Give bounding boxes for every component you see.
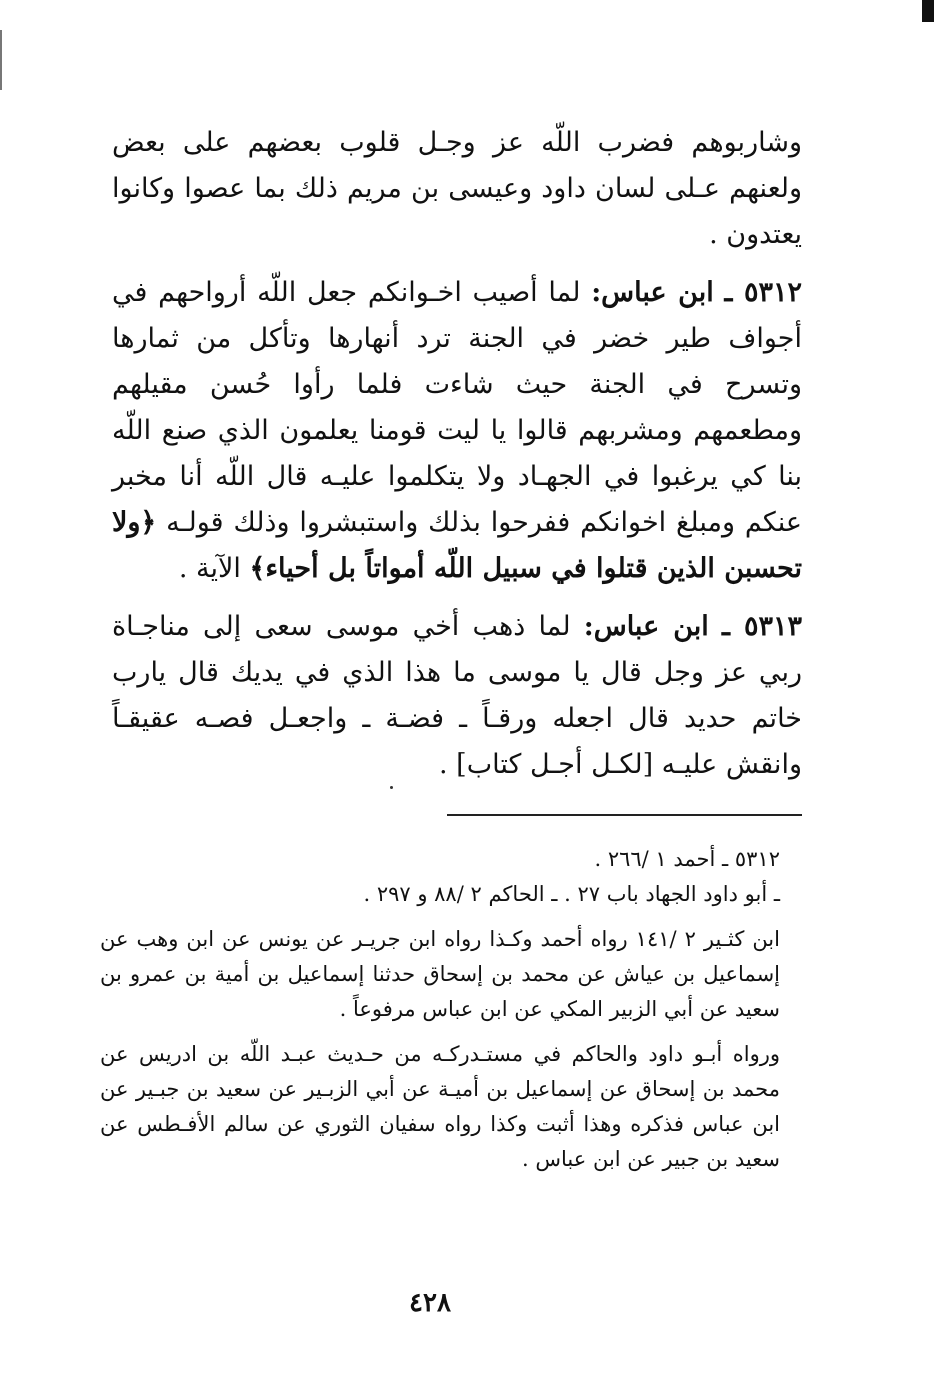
paragraph-text: وشاربوهم فضرب اللّه عز وجـل قلوب بعضهم على بعض ولعنهم عـلى لسان داود وعيسى بن مريم ذلك بما عصوا وكانوا يعتدون . <box>112 127 802 250</box>
hadith-5313 <box>112 604 802 788</box>
hadith-text: لما ذهب أخي موسى سعى إلى مناجـاة ربي عز وجل قال يا موسى ما هذا الذي في يديك قال يارب خاتم حديد قال اجعله ورقـاً ـ فضـة ـ واجعـل فصـه عقيقـاً وانقش عليـه [لكـل أجـل كتاب] . <box>112 611 802 780</box>
hadith-text-end: الآية . <box>178 553 241 584</box>
footnote-paragraph: ابن كثـير ٢ /١٤١ رواه أحمد وكـذا رواه ابن جريـر عن يونس عن ابن وهب عن إسماعيل بن عياش عن محمد بن إسحاق حدثنا إسماعيل بن أمية بن عمرو بن سعيد عن أبي الزبير المكي عن ابن عباس مرفوعاً . <box>100 927 780 1021</box>
hadith-number: ٥٣١٢ ـ <box>724 277 802 308</box>
quran-verse: ﴿ولا تحسبن الذين قتلوا في سبيل اللّه أمواتاً بل أحياء﴾ <box>112 507 802 584</box>
hadith-number: ٥٣١٣ ـ <box>722 611 802 642</box>
scan-edge-line <box>0 30 2 90</box>
main-text-block <box>112 120 802 800</box>
footnote-separator-rule <box>447 814 802 816</box>
paragraph-continuation <box>112 120 802 258</box>
footnote-reference: ـ أبو داود الجهاد باب ٢٧ . ـ الحاكم ٢ /٨٨ و ٢٩٧ . <box>363 882 780 906</box>
page-number: ٤٢٨ <box>409 1288 451 1318</box>
hadith-narrator: ابن عباس: <box>583 611 709 642</box>
footnote-paragraph: ورواه أبـو داود والحاكم في مستـدركـه من حـديث عبـد اللّه بن ادريس عن محمد بن إسحاق عن إسماعيل بن أميـة عن أبي الزبـير عن سعيد بن جبـير عن ابن عباس فذكره وهذا أثبت وكذا رواه سفيان الثوري عن سالم الأفـطس عن سعيد بن جبير عن ابن عباس . <box>100 1042 780 1171</box>
footnote-reference: ٥٣١٢ ـ أحمد ١ /٢٦٦ . <box>594 847 780 871</box>
footnotes-block <box>100 842 780 1177</box>
hadith-text: لما أصيب اخـوانكم جعل اللّه أرواحهم في أجواف طير خضر في الجنة ترد أنهارها وتأكل من ثمارها وتسرح في الجنة حيث شاءت فلما رأوا حُسن مقيلهم ومطعمهم ومشربهم قالوا يا ليت قومنا يعلمون الذي صنع اللّه بنا كي يرغبوا في الجهـاد ولا يتكلموا عليـه قال اللّه أنا مخبر عنكم ومبلغ اخوانكم ففرحوا بذلك واستبشروا وذلك قولـه <box>112 277 802 538</box>
hadith-narrator: ابن عباس: <box>591 277 714 308</box>
hadith-5312 <box>112 270 802 592</box>
stray-ink-dot <box>390 786 393 789</box>
scan-edge-mark <box>922 0 934 22</box>
